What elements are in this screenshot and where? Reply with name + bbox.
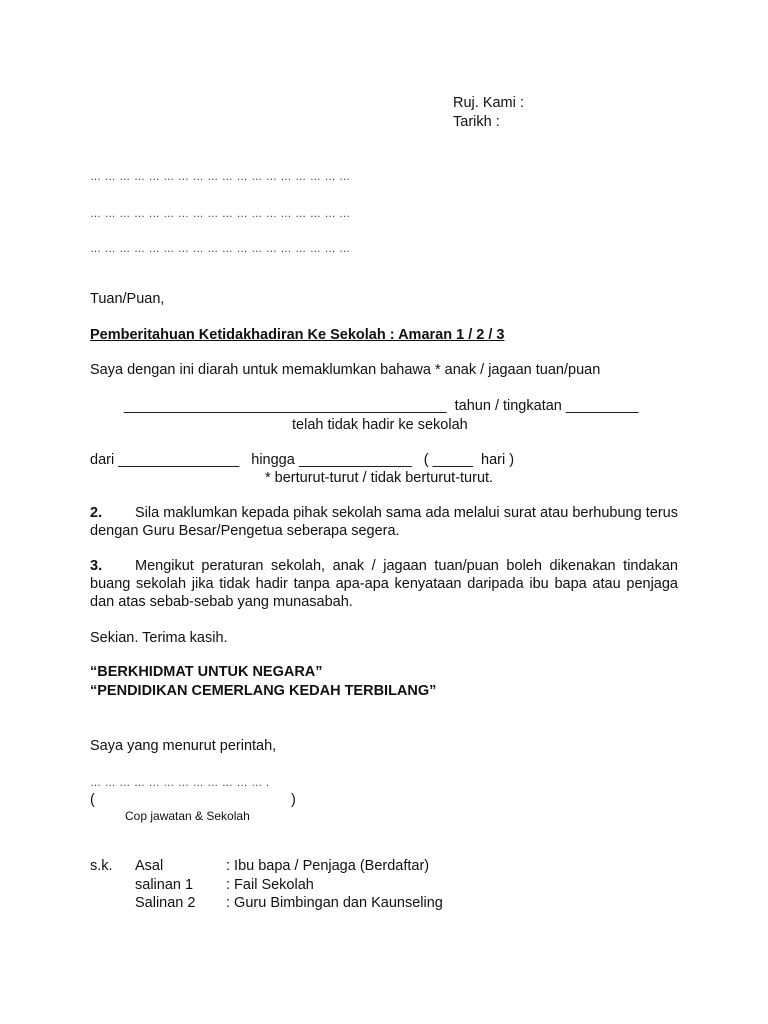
- paragraph-text: Mengikut peraturan sekolah, anak / jagaan tuan/puan boleh dikenakan tindakan buang sekolah jika tidak hadir tanpa apa-apa kenyataan daripada ibu bapa atau penjaga dan atas sebab-sebab yang munasabah.: [90, 558, 678, 610]
- signature-paren-open: (: [90, 792, 95, 808]
- signature-paren-close: ): [291, 792, 296, 808]
- motto-line-2: “PENDIDIKAN CEMERLANG KEDAH TERBILANG”: [90, 683, 437, 699]
- cc-row-value: : Fail Sekolah: [226, 877, 314, 893]
- cc-row-name: salinan 1: [135, 877, 194, 893]
- paragraph-number: 2.: [90, 505, 103, 521]
- address-line-3: … … … … … … … … … … … … … … … … … …: [90, 243, 351, 255]
- stamp-label: Cop jawatan & Sekolah: [125, 809, 250, 823]
- cc-row-name: Asal: [135, 858, 164, 874]
- paragraph-2: [90, 504, 678, 540]
- subject-heading: Pemberitahuan Ketidakhadiran Ke Sekolah : Amaran 1 / 2 / 3: [90, 327, 505, 343]
- paragraph-text: Sila maklumkan kepada pihak sekolah sama ada melalui surat atau berhubung terus dengan Guru Besar/Pengetua seberapa segera.: [90, 505, 678, 539]
- student-name-line: ________________________________________ tahun / tingkatan _________: [124, 398, 639, 414]
- cc-row-value: : Guru Bimbingan dan Kaunseling: [226, 895, 443, 911]
- signoff-text: Saya yang menurut perintah,: [90, 738, 277, 754]
- motto-line-1: “BERKHIDMAT UNTUK NEGARA”: [90, 664, 323, 680]
- absent-text: telah tidak hadir ke sekolah: [292, 417, 468, 433]
- salutation: Tuan/Puan,: [90, 291, 165, 307]
- signature-line: … … … … … … … … … … … … .: [90, 777, 270, 789]
- reference-label: Ruj. Kami :: [453, 95, 524, 111]
- intro-text: Saya dengan ini diarah untuk memaklumkan bahawa * anak / jagaan tuan/puan: [90, 362, 601, 378]
- paragraph-3: [90, 557, 678, 611]
- consecutive-note: * berturut-turut / tidak berturut-turut.: [265, 470, 494, 486]
- closing-text: Sekian. Terima kasih.: [90, 630, 228, 646]
- cc-row-name: Salinan 2: [135, 895, 196, 911]
- paragraph-number: 3.: [90, 558, 103, 574]
- cc-row-value: : Ibu bapa / Penjaga (Berdaftar): [226, 858, 430, 874]
- date-label: Tarikh :: [453, 114, 500, 130]
- date-range-line: dari _______________ hingga ______________ ( _____ hari ): [90, 452, 515, 468]
- address-line-1: … … … … … … … … … … … … … … … … … …: [90, 171, 351, 183]
- address-line-2: … … … … … … … … … … … … … … … … … …: [90, 208, 351, 220]
- cc-label: s.k.: [90, 858, 113, 874]
